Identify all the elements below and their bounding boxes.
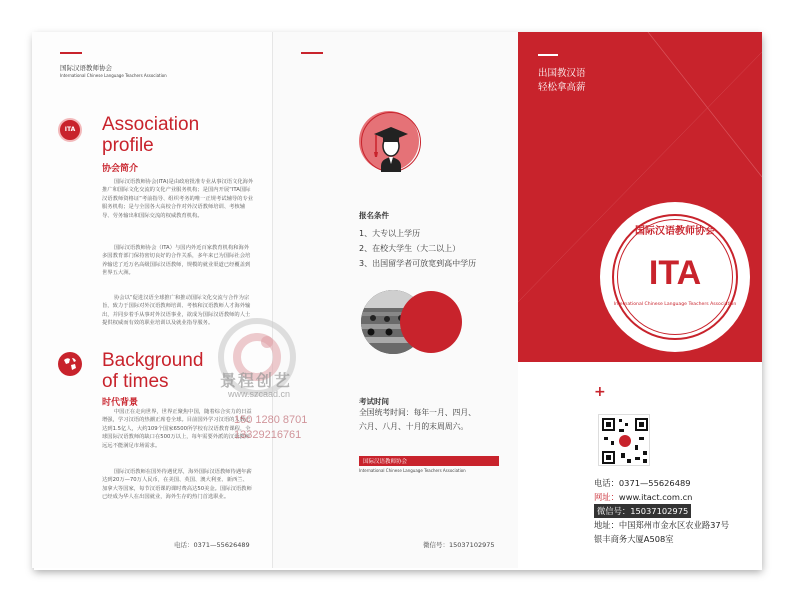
requirements-list: 1、大专以上学历 2、在校大学生（大二以上） 3、出国留学者可放宽到高中学历 bbox=[359, 229, 477, 268]
contact-address-2: 银丰商务大厦A508室 bbox=[594, 534, 674, 544]
watermark-url: www.szcaad.cn bbox=[228, 389, 291, 399]
org-name-en: International Chinese Language Teachers Association bbox=[60, 73, 167, 78]
contact-phone: 电话：0371—55626489 bbox=[594, 478, 691, 488]
exam-text: 全国统考时间：每年一月、四月、 六月、八月、十月的末周周六。 bbox=[359, 408, 476, 431]
brochure-panel-left bbox=[32, 32, 272, 568]
wechat-footer: 微信号：15037102975 bbox=[423, 541, 495, 549]
globe-icon bbox=[58, 352, 82, 376]
badge-side-text: International Chinese Language Teachers Association bbox=[613, 302, 737, 307]
background-paragraph-2: 国际汉语教师在国外待遇优厚，海外国际汉语教师待遇年薪达到20万—70万人民币，在美国、英国、澳大利亚、新西兰、加拿大等国家，每节汉语课的课时费高达50美金。国际汉语教师已经成为华人在出国就业，海外生存的热门首选职业。 bbox=[102, 469, 252, 501]
org-name-cn: 国际汉语教师协会 bbox=[60, 64, 112, 72]
title-dash bbox=[60, 52, 82, 54]
qr-code-icon bbox=[598, 414, 650, 466]
watermark-name: 景程创艺 bbox=[220, 371, 293, 390]
org-banner: 国际汉语教师协会 bbox=[359, 456, 499, 466]
middle-dash bbox=[301, 52, 323, 54]
intro-paragraph-3: 协会以“促进汉语全球推广和推动国际文化交流与合作为宗旨，致力于国际对外汉语教师培训、考核和汉语教师人才海外输出，并同步着手从事对外汉语事业，欲成为国际汉语教师的人士提供权威而有效的职业培训以及就业指导服务。 bbox=[102, 295, 251, 327]
graduate-icon bbox=[360, 112, 422, 174]
ita-badge bbox=[600, 202, 750, 352]
plus-icon: + bbox=[594, 384, 606, 400]
cover-dash bbox=[538, 54, 558, 56]
badge-top-text: 国际汉语教师协会 bbox=[635, 226, 715, 237]
section2-title-cn: 时代背景 bbox=[102, 398, 139, 408]
intro-paragraph-2: 国际汉语教师协会（ITA）与国内外近百家教育机构和海外多国教育部门保持密切良好的合作关系，多年来已为国际社会培养输送了近万名高级国际汉语教师，规模的就业渠道已经覆盖到世界五大洲。 bbox=[102, 245, 251, 277]
contact-web[interactable]: 网址：www.itact.com.cn bbox=[594, 492, 693, 502]
section-title-en: Association profile bbox=[102, 114, 200, 156]
accent-circle-red bbox=[400, 291, 462, 353]
section-title-cn: 协会简介 bbox=[102, 164, 139, 174]
exam-title: 考试时间 bbox=[359, 397, 389, 406]
phone-footer: 电话：0371—55626489 bbox=[174, 541, 250, 549]
slogan: 出国教汉语 轻松拿高薪 bbox=[538, 68, 586, 93]
contact-address-1: 地址：中国郑州市金水区农业路37号 bbox=[594, 520, 730, 530]
badge-center-text: ITA bbox=[648, 254, 702, 292]
ita-icon: ITA bbox=[58, 118, 82, 142]
requirements-title: 报名条件 bbox=[359, 211, 389, 220]
background-paragraph-1: 中国正在走向世界，世界正聚焦中国，随着综合实力的日益增强，学习汉语的热潮正席卷全球。目前国外学习汉语的人数已达到1.5亿人，大约109个国家6500所学校有汉语教育课程，全球国际汉语教师的缺口在500万以上，每年需要外派的汉语教师远远不能满足市场需求。 bbox=[102, 409, 252, 449]
banner-en: International Chinese Language Teachers Association bbox=[359, 468, 466, 473]
contact-wechat: 微信号：15037102975 bbox=[594, 504, 691, 518]
contact-block bbox=[594, 476, 729, 546]
intro-paragraph-1: 国际汉语教师协会(ITA)是由政府批准专业从事汉语文化海外推广和国际文化交流的文化产业服务机构；是国内开展“ITA国际汉语教师资格证”考前指导、组织考务的唯一正规考试辅导的专业服务机构；是与全国各大高校合作对外汉语教师培训、考核辅导、劳务输出和国际交流的权威教育机构。 bbox=[102, 179, 254, 219]
section2-title-en: Background of times bbox=[102, 350, 204, 392]
watermark-phones: 150 1280 8701 13329216761 bbox=[234, 414, 308, 441]
brochure-panel-middle bbox=[272, 32, 518, 568]
red-cover bbox=[518, 32, 762, 362]
brochure-panel-right bbox=[518, 32, 762, 568]
